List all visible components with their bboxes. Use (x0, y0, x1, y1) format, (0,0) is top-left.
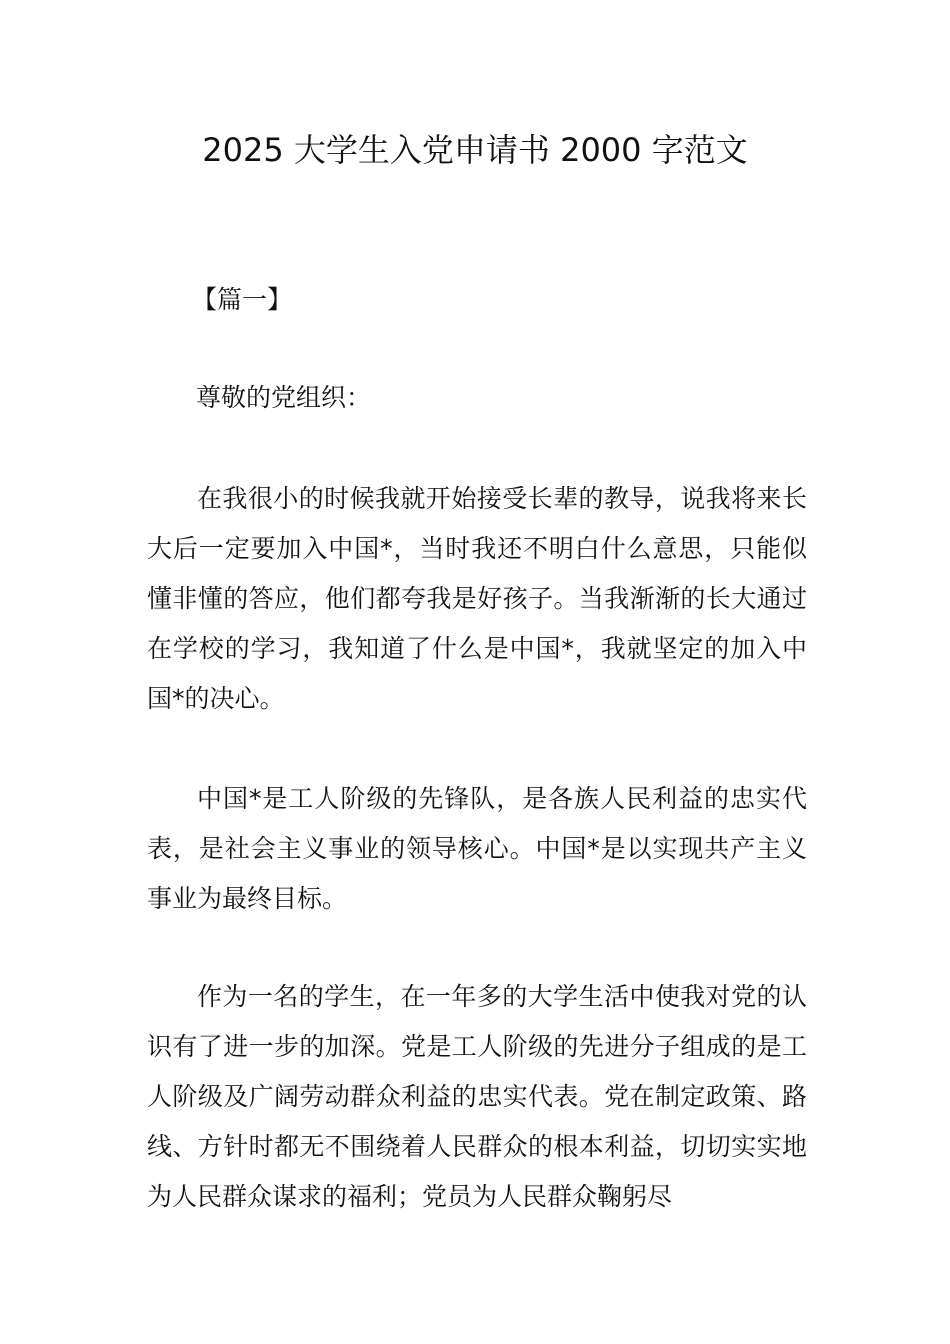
section-label: 【篇一】 (192, 285, 293, 314)
body-paragraph-2: 中国*是工人阶级的先锋队，是各族人民利益的忠实代表，是社会主义事业的领导核心。中国*是以实现共产主义事业为最终目标。 (147, 784, 807, 913)
document-title: 2025 大学生入党申请书 2000 字范文 (202, 131, 748, 169)
body-paragraph-1: 在我很小的时候我就开始接受长辈的教导，说我将来长大后一定要加入中国*，当时我还不明白什么意思，只能似懂非懂的答应，他们都夸我是好孩子。当我渐渐的长大通过在学校的学习，我知道了什么是中国*，我就坚定的加入中国*的决心。 (147, 484, 807, 713)
salutation: 尊敬的党组织： (196, 383, 372, 412)
body-paragraph-3: 作为一名的学生，在一年多的大学生活中使我对党的认识有了进一步的加深。党是工人阶级的先进分子组成的是工人阶级及广阔劳动群众利益的忠实代表。党在制定政策、路线、方针时都无不围绕着人民群众的根本利益，切切实实地为人民群众谋求的福利；党员为人民群众鞠躬尽 (147, 982, 807, 1211)
